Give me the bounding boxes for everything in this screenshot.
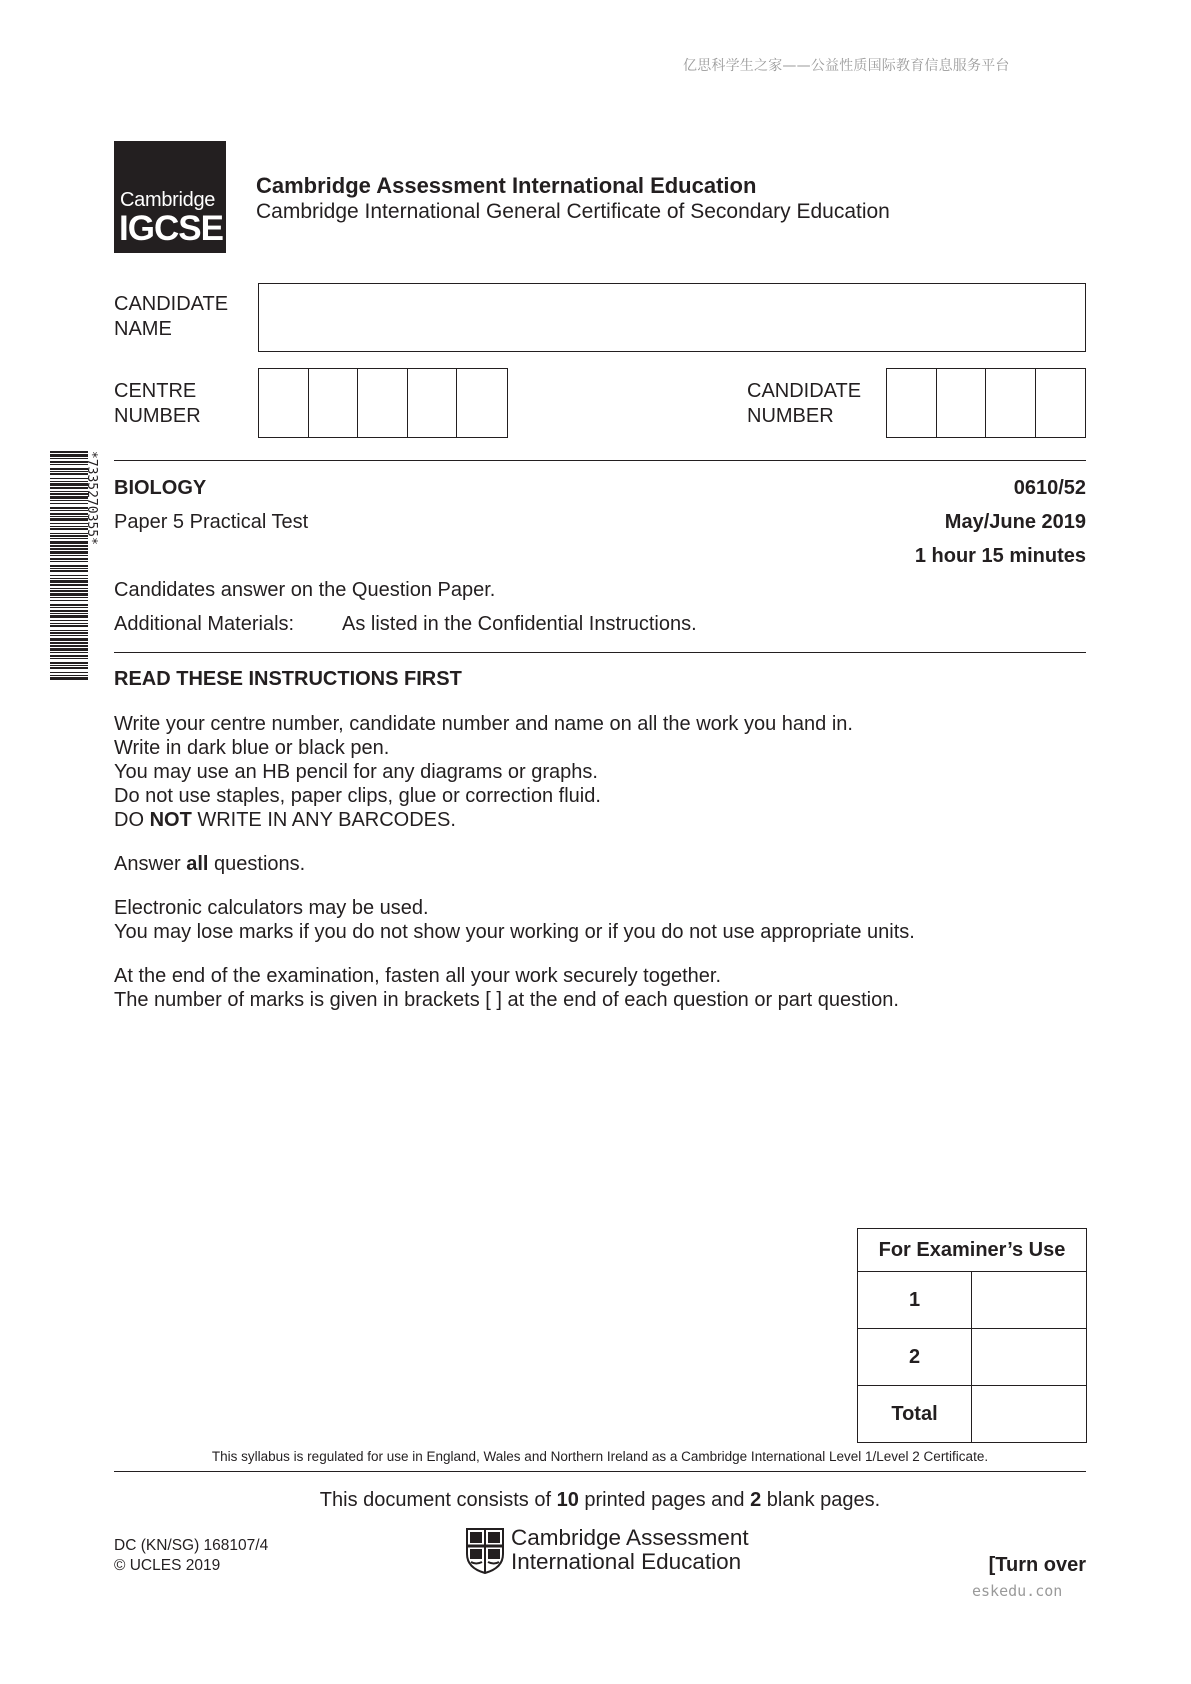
instructions-para — [114, 852, 1074, 876]
examiner-mark-cell[interactable] — [972, 1329, 1087, 1386]
logo-text-line1: Cambridge Assessment — [511, 1525, 749, 1550]
barcode-bar — [50, 545, 88, 547]
barcode-bar — [50, 458, 88, 459]
barcode-bar — [50, 672, 88, 673]
barcode-bar — [50, 548, 88, 550]
candidate-name-field[interactable] — [258, 283, 1086, 352]
barcode-bar — [50, 604, 88, 606]
barcode-bar — [50, 652, 88, 653]
instruction-line: Write your centre number, candidate number and name on all the work you hand in. — [114, 713, 853, 735]
centre-number-label: CENTRE NUMBER — [114, 380, 201, 427]
examiner-row-label: Total — [858, 1386, 972, 1443]
materials-label: Additional Materials: — [114, 613, 295, 635]
barcode-bar — [50, 487, 88, 489]
examiner-table — [857, 1228, 1087, 1443]
candidate-number-digit[interactable] — [1036, 369, 1086, 437]
cambridge-crest-icon — [466, 1528, 504, 1574]
barcode-bar — [50, 491, 88, 492]
barcode-bar — [50, 588, 88, 589]
document-code — [114, 1536, 268, 1576]
barcode-bar — [50, 677, 88, 680]
barcode-bar — [50, 655, 88, 657]
syllabus-note: This syllabus is regulated for use in England, Wales and Northern Ireland as a Cambridge International Level 1/Level 2 Certificate. — [211, 1449, 989, 1464]
qualification-name: Cambridge International General Certificate of Secondary Education — [256, 200, 890, 223]
barcode-bars — [50, 451, 88, 680]
igcse-logo — [114, 141, 226, 253]
logo-line2: IGCSE — [119, 209, 223, 248]
barcode-bar — [50, 593, 88, 596]
divider-middle — [114, 652, 1086, 653]
barcode-bar — [50, 516, 88, 517]
instruction-line: You may use an HB pencil for any diagrams or graphs. — [114, 761, 598, 783]
barcode-bar — [50, 471, 88, 472]
barcode-bar — [50, 500, 88, 501]
barcode-bar — [50, 623, 88, 624]
barcode-bar — [50, 667, 88, 669]
barcode-bar — [50, 523, 88, 524]
instruction-line-barcodes: DO NOT WRITE IN ANY BARCODES. — [114, 809, 456, 831]
centre-number-digit[interactable] — [408, 369, 458, 437]
barcode-bar — [50, 620, 88, 621]
barcode-bar — [50, 454, 88, 457]
barcode-bar — [50, 662, 88, 664]
barcode-bar — [50, 468, 88, 470]
candidate-number-field[interactable] — [886, 368, 1086, 438]
barcode-bar — [50, 518, 88, 521]
divider-top — [114, 460, 1086, 461]
barcode-bar — [50, 638, 88, 641]
copyright: © UCLES 2019 — [114, 1557, 221, 1574]
barcode-bar — [50, 535, 88, 537]
barcode-bar — [50, 632, 88, 634]
instructions-para — [114, 712, 1074, 832]
barcode-bar — [50, 481, 88, 482]
barcode — [38, 449, 100, 683]
centre-number-digit[interactable] — [457, 369, 507, 437]
barcode-bar — [50, 538, 88, 539]
barcode-bar — [50, 590, 88, 592]
candidate-number-digit[interactable] — [986, 369, 1036, 437]
instructions-body — [114, 712, 1074, 1032]
examiner-mark-cell[interactable] — [972, 1272, 1087, 1329]
doc-code: DC (KN/SG) 168107/4 — [114, 1537, 269, 1554]
instruction-line: Write in dark blue or black pen. — [114, 737, 390, 759]
instruction-line: At the end of the examination, fasten all your work securely together. — [114, 965, 722, 987]
barcode-bar — [50, 635, 88, 636]
instructions-para — [114, 964, 1074, 1012]
barcode-bar — [50, 584, 88, 586]
barcode-bar — [50, 461, 88, 463]
session: May/June 2019 — [944, 511, 1086, 533]
barcode-bar — [50, 528, 88, 530]
barcode-bar — [50, 575, 88, 576]
examiner-table-title: For Examiner’s Use — [858, 1229, 1087, 1272]
barcode-bar — [50, 464, 88, 465]
org-name: Cambridge Assessment International Education — [256, 173, 757, 198]
barcode-bar — [50, 600, 88, 601]
instruction-line: You may lose marks if you do not show your working or if you do not use appropriate units. — [114, 921, 915, 943]
logo-text-line2: International Education — [511, 1549, 742, 1574]
examiner-mark-cell[interactable] — [972, 1386, 1087, 1443]
examiner-row-label: 1 — [858, 1272, 972, 1329]
barcode-bar — [50, 665, 88, 666]
barcode-bar — [50, 558, 88, 560]
paper-title: Paper 5 Practical Test — [114, 511, 309, 533]
barcode-bar — [50, 607, 88, 608]
centre-number-digit[interactable] — [358, 369, 408, 437]
centre-number-digit[interactable] — [309, 369, 359, 437]
barcode-bar — [50, 555, 88, 556]
barcode-bar — [50, 597, 88, 598]
duration: 1 hour 15 minutes — [914, 545, 1086, 567]
watermark-top: 亿思科学生之家——公益性质国际教育信息服务平台 — [683, 58, 1010, 74]
barcode-bar — [50, 615, 88, 618]
turn-over: [Turn over — [988, 1554, 1086, 1576]
barcode-bar — [50, 580, 88, 583]
barcode-bar — [50, 473, 88, 475]
barcode-bar — [50, 533, 88, 534]
barcode-bar — [50, 503, 88, 504]
instruction-line: Do not use staples, paper clips, glue or correction fluid. — [114, 785, 601, 807]
paper-code: 0610/52 — [1013, 477, 1086, 499]
barcode-bar — [50, 578, 88, 579]
barcode-text: *7335270355* — [84, 451, 99, 545]
centre-number-digit[interactable] — [259, 369, 309, 437]
barcode-bar — [50, 625, 88, 627]
candidate-name-label: CANDIDATE NAME — [114, 293, 229, 340]
logo-line1: Cambridge — [120, 189, 216, 211]
instruction-line: The number of marks is given in brackets [ ] at the end of each question or part question. — [114, 989, 899, 1011]
instruction-line: Electronic calculators may be used. — [114, 897, 429, 919]
materials-value: As listed in the Confidential Instructions. — [342, 613, 697, 635]
barcode-bar — [50, 507, 88, 509]
barcode-bar — [50, 645, 88, 647]
barcode-bar — [50, 565, 88, 567]
barcode-bar — [50, 526, 88, 527]
divider-bottom — [114, 1471, 1086, 1472]
barcode-bar — [50, 658, 88, 659]
barcode-bar — [50, 675, 88, 676]
answer-on-paper: Candidates answer on the Question Paper. — [114, 579, 496, 601]
barcode-bar — [50, 570, 88, 572]
barcode-bar — [50, 561, 88, 562]
instructions-para — [114, 896, 1074, 944]
barcode-bar — [50, 493, 88, 495]
barcode-bar — [50, 551, 88, 554]
barcode-bar — [50, 496, 88, 499]
barcode-bar — [50, 630, 88, 631]
barcode-bar — [50, 451, 88, 453]
barcode-bar — [50, 610, 88, 612]
candidate-number-digit[interactable] — [887, 369, 937, 437]
candidate-number-label: CANDIDATE NUMBER — [747, 380, 862, 427]
barcode-bar — [50, 483, 88, 486]
barcode-bar — [50, 648, 88, 651]
watermark-bottom: eskedu.con — [972, 1582, 1063, 1600]
barcode-bar — [50, 510, 88, 511]
barcode-bar — [50, 478, 88, 479]
page-count-note: This document consists of 10 printed pages and 2 blank pages. — [319, 1489, 881, 1511]
barcode-bar — [50, 642, 88, 644]
centre-number-field[interactable] — [258, 368, 508, 438]
barcode-bar — [50, 613, 88, 614]
barcode-bar — [50, 568, 88, 569]
instruction-line-answer: Answer all questions. — [114, 853, 306, 875]
examiner-row-label: 2 — [858, 1329, 972, 1386]
candidate-number-digit[interactable] — [937, 369, 987, 437]
cambridge-assessment-logo-text — [511, 1526, 749, 1574]
barcode-bar — [50, 541, 88, 544]
barcode-bar — [50, 513, 88, 515]
subject: BIOLOGY — [114, 477, 207, 499]
instructions-heading: READ THESE INSTRUCTIONS FIRST — [114, 668, 462, 690]
